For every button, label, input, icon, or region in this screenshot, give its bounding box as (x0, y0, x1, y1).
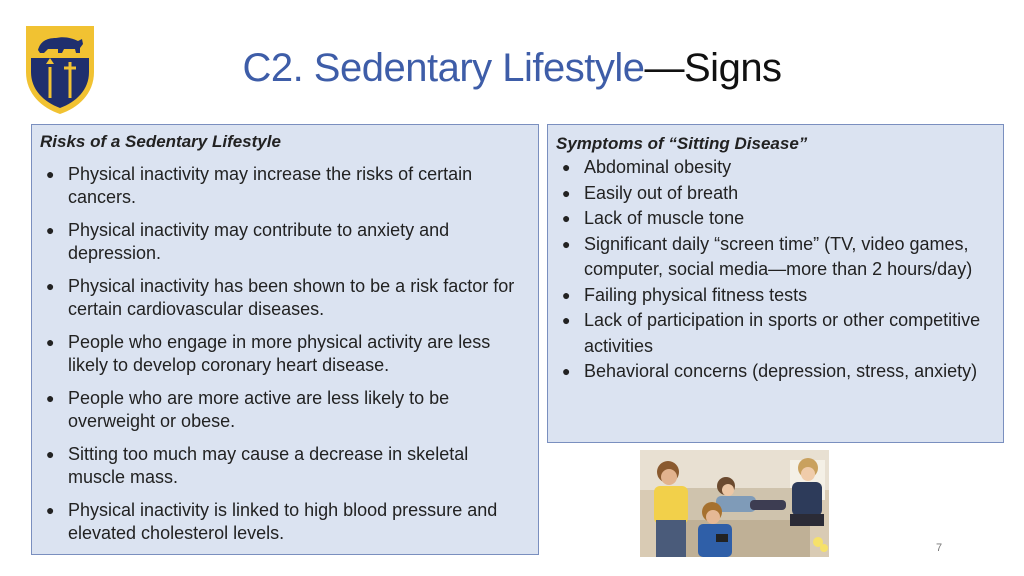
slide-title (0, 44, 1024, 92)
bullet-icon: ● (562, 210, 571, 226)
list-item: ● Lack of participation in sports or other competitive activities (562, 310, 981, 356)
list-item: ● Behavioral concerns (depression, stress, anxiety) (556, 359, 993, 385)
risks-heading: Risks of a Sedentary Lifestyle (40, 132, 281, 151)
bullet-icon: ● (46, 390, 55, 406)
bullet-icon: ● (46, 278, 55, 294)
symptoms-heading: Symptoms of “Sitting Disease” (556, 134, 808, 153)
list-item: ● Sitting too much may cause a decrease in skeletal muscle mass. (46, 444, 469, 487)
list-item: ● Physical inactivity is linked to high blood pressure and elevated cholesterol levels. (46, 500, 498, 543)
bullet-icon: ● (562, 312, 571, 328)
list-item: ● Physical inactivity may increase the risks of certain cancers. (46, 164, 473, 207)
symptoms-box (547, 124, 1004, 443)
bullet-icon: ● (46, 502, 55, 518)
bullet-icon: ● (562, 363, 571, 379)
list-item: ● Significant daily “screen time” (TV, video games, computer, social media—more than 2 hours/day) (562, 233, 973, 279)
list-item: ● People who engage in more physical activity are less likely to develop coronary heart disease. (46, 332, 491, 375)
page-number: 7 (936, 542, 943, 554)
bullet-icon: ● (46, 166, 55, 182)
title-dash: — (644, 46, 684, 90)
list-item: ● Physical inactivity has been shown to be a risk factor for certain cardiovascular diseases. (46, 276, 515, 319)
title-main: C2. Sedentary Lifestyle (242, 46, 645, 90)
risks-list (40, 163, 524, 545)
symptoms-list (556, 155, 993, 385)
list-item: ● Easily out of breath (556, 181, 993, 207)
title-suffix: Signs (684, 46, 782, 90)
teens-on-couch-photo (640, 450, 829, 557)
bullet-icon: ● (46, 446, 55, 462)
bullet-icon: ● (46, 222, 55, 238)
bullet-icon: ● (562, 286, 571, 303)
bullet-icon: ● (562, 159, 571, 175)
list-item: ● Physical inactivity may contribute to anxiety and depression. (46, 220, 450, 263)
bullet-icon: ● (46, 334, 55, 350)
list-item: ● Abdominal obesity (556, 155, 993, 181)
list-item: ● People who are more active are less likely to be overweight or obese. (46, 388, 450, 431)
bullet-icon: ● (562, 235, 571, 252)
risks-box (31, 124, 539, 555)
list-item: ● Failing physical fitness tests (556, 283, 993, 309)
bullet-icon: ● (562, 184, 571, 201)
list-item: ● Lack of muscle tone (556, 206, 993, 232)
